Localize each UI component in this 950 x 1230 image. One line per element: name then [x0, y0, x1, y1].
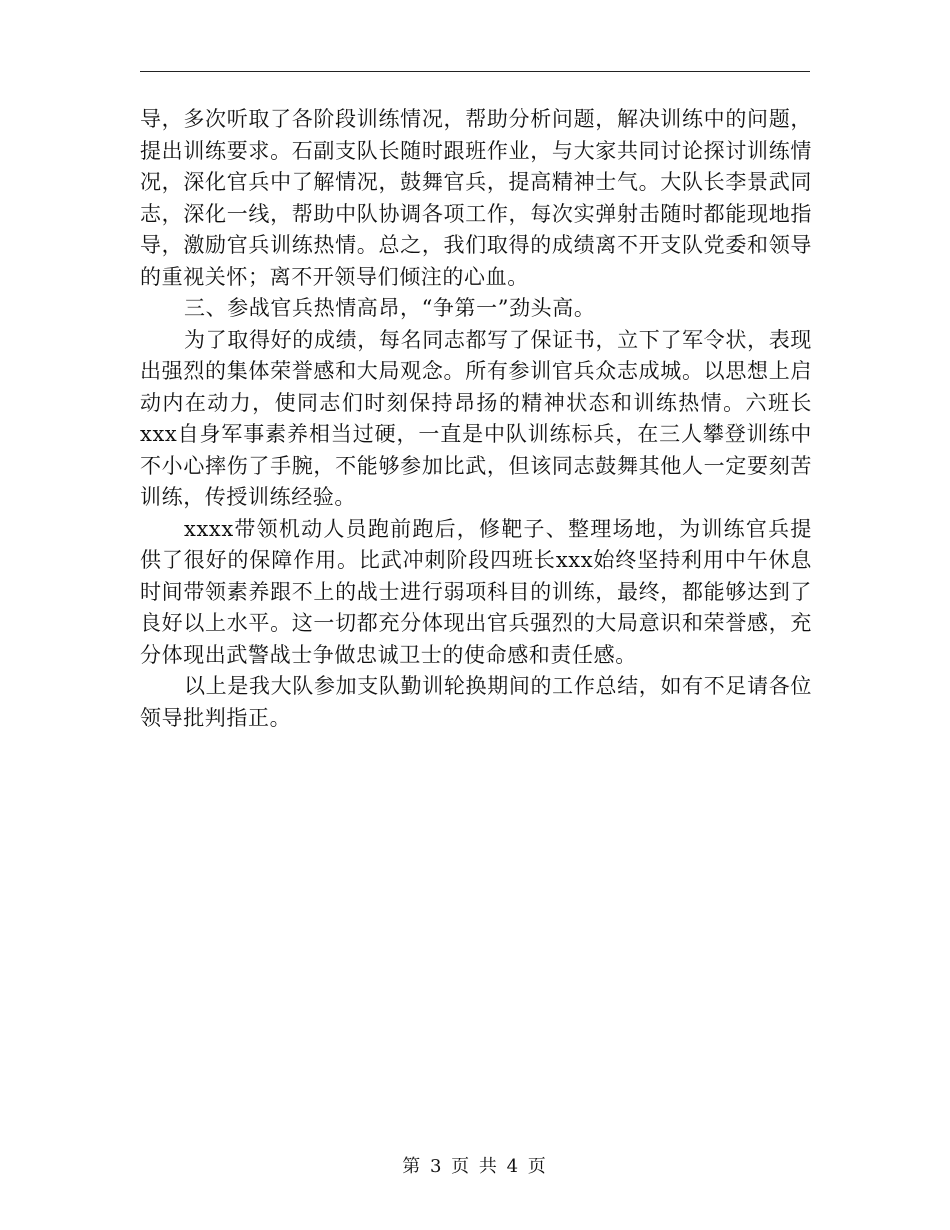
header-rule	[140, 71, 810, 72]
paragraph-continuation: 导，多次听取了各阶段训练情况，帮助分析问题，解决训练中的问题，提出训练要求。石副支队长随时跟班作业，与大家共同讨论探讨训练情况，深化官兵中了解情况，鼓舞官兵，提高精神士气。大队长李景武同志，深化一线，帮助中队协调各项工作，每次实弹射击随时都能现地指导，激励官兵训练热情。总之，我们取得的成绩离不开支队党委和领导的重视关怀；离不开领导们倾注的心血。	[140, 107, 812, 289]
section-heading: 三、参战官兵热情高昂，“争第一”劲头高。	[184, 296, 596, 320]
closing-paragraph: 以上是我大队参加支队勤训轮换期间的工作总结，如有不足请各位领导批判指正。	[140, 674, 812, 730]
paragraph: 为了取得好的成绩，每名同志都写了保证书，立下了军令状，表现出强烈的集体荣誉感和大局观念。所有参训官兵众志成城。以思想上启动内在动力，使同志们时刻保持昂扬的精神状态和训练热情。六班长xxx自身军事素养相当过硬，一直是中队训练标兵，在三人攀登训练中不小心摔伤了手腕，不能够参加比武，但该同志鼓舞其他人一定要刻苦训练，传授训练经验。	[140, 327, 812, 509]
page-footer	[0, 1152, 950, 1178]
paragraph: xxxx带领机动人员跑前跑后，修靶子、整理场地，为训练官兵提供了很好的保障作用。比武冲刺阶段四班长xxx始终坚持利用中午休息时间带领素养跟不上的战士进行弱项科目的训练，最终，都能够达到了良好以上水平。这一切都充分体现出官兵强烈的大局意识和荣誉感，充分体现出武警战士争做忠诚卫士的使命感和责任感。	[140, 516, 812, 667]
page-number: 第 3 页 共 4 页	[402, 1156, 548, 1177]
document-body	[140, 104, 812, 734]
